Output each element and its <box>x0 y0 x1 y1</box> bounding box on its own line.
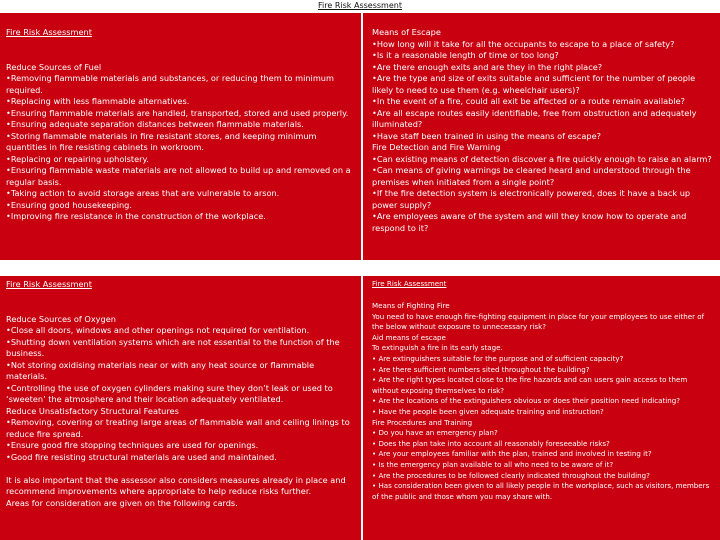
text-line: •Are there enough exits and are they in the right place? <box>372 61 603 72</box>
text-line: To extinguish a fire in its early stage. <box>372 343 503 353</box>
text-line: •Removing flammable materials and substances, or reducing them to minimum required. <box>6 73 334 95</box>
text-line: •Ensuring flammable waste materials are not allowed to build up and removed on a regular basis. <box>6 165 351 187</box>
text-line: Aid means of escape <box>372 332 446 342</box>
card-fighting-fire <box>363 276 720 540</box>
text-line: •Ensuring flammable materials are handled, transported, stored and used properly. <box>6 107 349 118</box>
text-line: Means of Fighting Fire <box>372 301 450 311</box>
text-line: •Can existing means of detection discover a fire quickly enough to raise an alarm? <box>372 153 712 164</box>
text-line: •How long will it take for all the occupants to escape to a place of safety? <box>372 38 675 49</box>
text-line: •Ensuring good housekeeping. <box>6 199 132 210</box>
text-line: Reduce Sources of Fuel <box>6 61 102 72</box>
text-line: •Are employees aware of the system and will they know how to operate and respond to it? <box>372 211 687 233</box>
text-line: It is also important that the assessor also considers measures already in place and recommend improvements where appropriate to help reduce risks further. <box>6 474 346 496</box>
text-line: •Close all doors, windows and other openings not required for ventilation. <box>6 325 310 335</box>
text-line: Fire Detection and Fire Warning <box>372 142 501 152</box>
text-line: •Improving fire resistance in the construction of the workplace. <box>6 211 266 221</box>
text-line: Areas for consideration are given on the following cards. <box>6 497 238 508</box>
text-line: •Shutting down ventilation systems which are not essential to the function of the business. <box>6 336 340 358</box>
text-line: • Is the emergency plan available to all who need to be aware of it? <box>372 460 614 469</box>
text-line: Fire Procedures and Training <box>372 417 473 427</box>
card-means-of-escape <box>363 13 720 260</box>
text-line: •Taking action to avoid storage areas that are vulnerable to arson. <box>6 188 280 198</box>
text-line: • Are the procedures to be followed clearly indicated throughout the building? <box>372 470 650 480</box>
text-line: • Are the locations of the extinguishers obvious or does their position need indicating? <box>372 396 681 406</box>
text-line: Reduce Sources of Oxygen <box>6 313 116 324</box>
text-line: • Are your employees familiar with the plan, trained and involved in testing it? <box>372 449 652 459</box>
text-line: •Not storing oxidising materials near or with any heat source or flammable materials. <box>6 359 315 381</box>
text-line: • Are extinguishers suitable for the purpose and of sufficient capacity? <box>372 354 624 364</box>
text-line: •Storing flammable materials in fire resistant stores, and keeping minimum quantities in fire resisting cabinets in workroom. <box>6 130 317 152</box>
text-line: Reduce Unsatisfactory Structural Features <box>6 405 179 416</box>
text-line: You need to have enough fire-fighting equipment in place for your employees to use either of the below without exposure to unnecessary risk? <box>372 311 705 332</box>
text-line: •Good fire resisting structural materials are used and maintained. <box>6 451 277 462</box>
card-reduce-fuel <box>0 13 361 260</box>
text-line: • Have the people been given adequate training and instruction? <box>372 407 604 417</box>
text-line: • Does the plan take into account all reasonably foreseeable risks? <box>372 438 610 448</box>
text-line: •Replacing or repairing upholstery. <box>6 153 149 164</box>
text-line: •Ensuring adequate separation distances between flammable materials. <box>6 119 304 129</box>
card-body <box>6 314 355 464</box>
card-body <box>6 62 355 223</box>
text-line: •Ensure good fire stopping techniques are used for openings. <box>6 440 259 450</box>
text-line: • Are there sufficient numbers sited throughout the building? <box>372 364 590 374</box>
card-title: Fire Risk Assessment <box>372 279 447 288</box>
text-line: •Is it a reasonable length of time or too long? <box>372 50 559 60</box>
page-title: Fire Risk Assessment <box>318 1 402 10</box>
text-line: •Have staff been trained in using the means of escape? <box>372 130 601 141</box>
text-line: Means of Escape <box>372 27 441 37</box>
text-line: •Replacing with less flammable alternatives. <box>6 96 190 106</box>
card-title: Fire Risk Assessment <box>6 279 92 289</box>
text-line: •Removing, covering or treating large areas of flammable wall and ceiling linings to reduce fire spread. <box>6 417 350 439</box>
text-line: • Has consideration been given to all likely people in the workplace, such as visitors, members of the public and those whom you may share with. <box>372 481 710 501</box>
card-reduce-oxygen <box>0 276 361 540</box>
text-line: •If the fire detection system is electronically powered, does it have a back up power supply? <box>372 188 691 210</box>
card-body <box>372 27 714 234</box>
text-line: •Are the type and size of exits suitable and sufficient for the number of people likely to need to use them (e.g. wheelchair users)? <box>372 73 696 95</box>
card-closing <box>6 475 355 510</box>
text-line: •In the event of a fire, could all exit be affected or a route remain available? <box>372 96 685 106</box>
card-title: Fire Risk Assessment <box>6 27 92 37</box>
text-line: •Are all escape routes easily identifiable, free from obstruction and adequately illuminated? <box>372 107 697 129</box>
text-line: •Can means of giving warnings be cleared heard and understood through the premises when initiated from a single point? <box>372 165 691 187</box>
text-line: • Are the right types located close to the fire hazards and can users gain access to them without exposing themselves to risk? <box>372 375 688 395</box>
text-line: • Do you have an emergency plan? <box>372 428 498 438</box>
card-body <box>372 301 714 502</box>
text-line: •Controlling the use of oxygen cylinders making sure they don’t leak or used to ‘sweeten’ the atmosphere and their location adequately ventilated. <box>6 382 333 404</box>
